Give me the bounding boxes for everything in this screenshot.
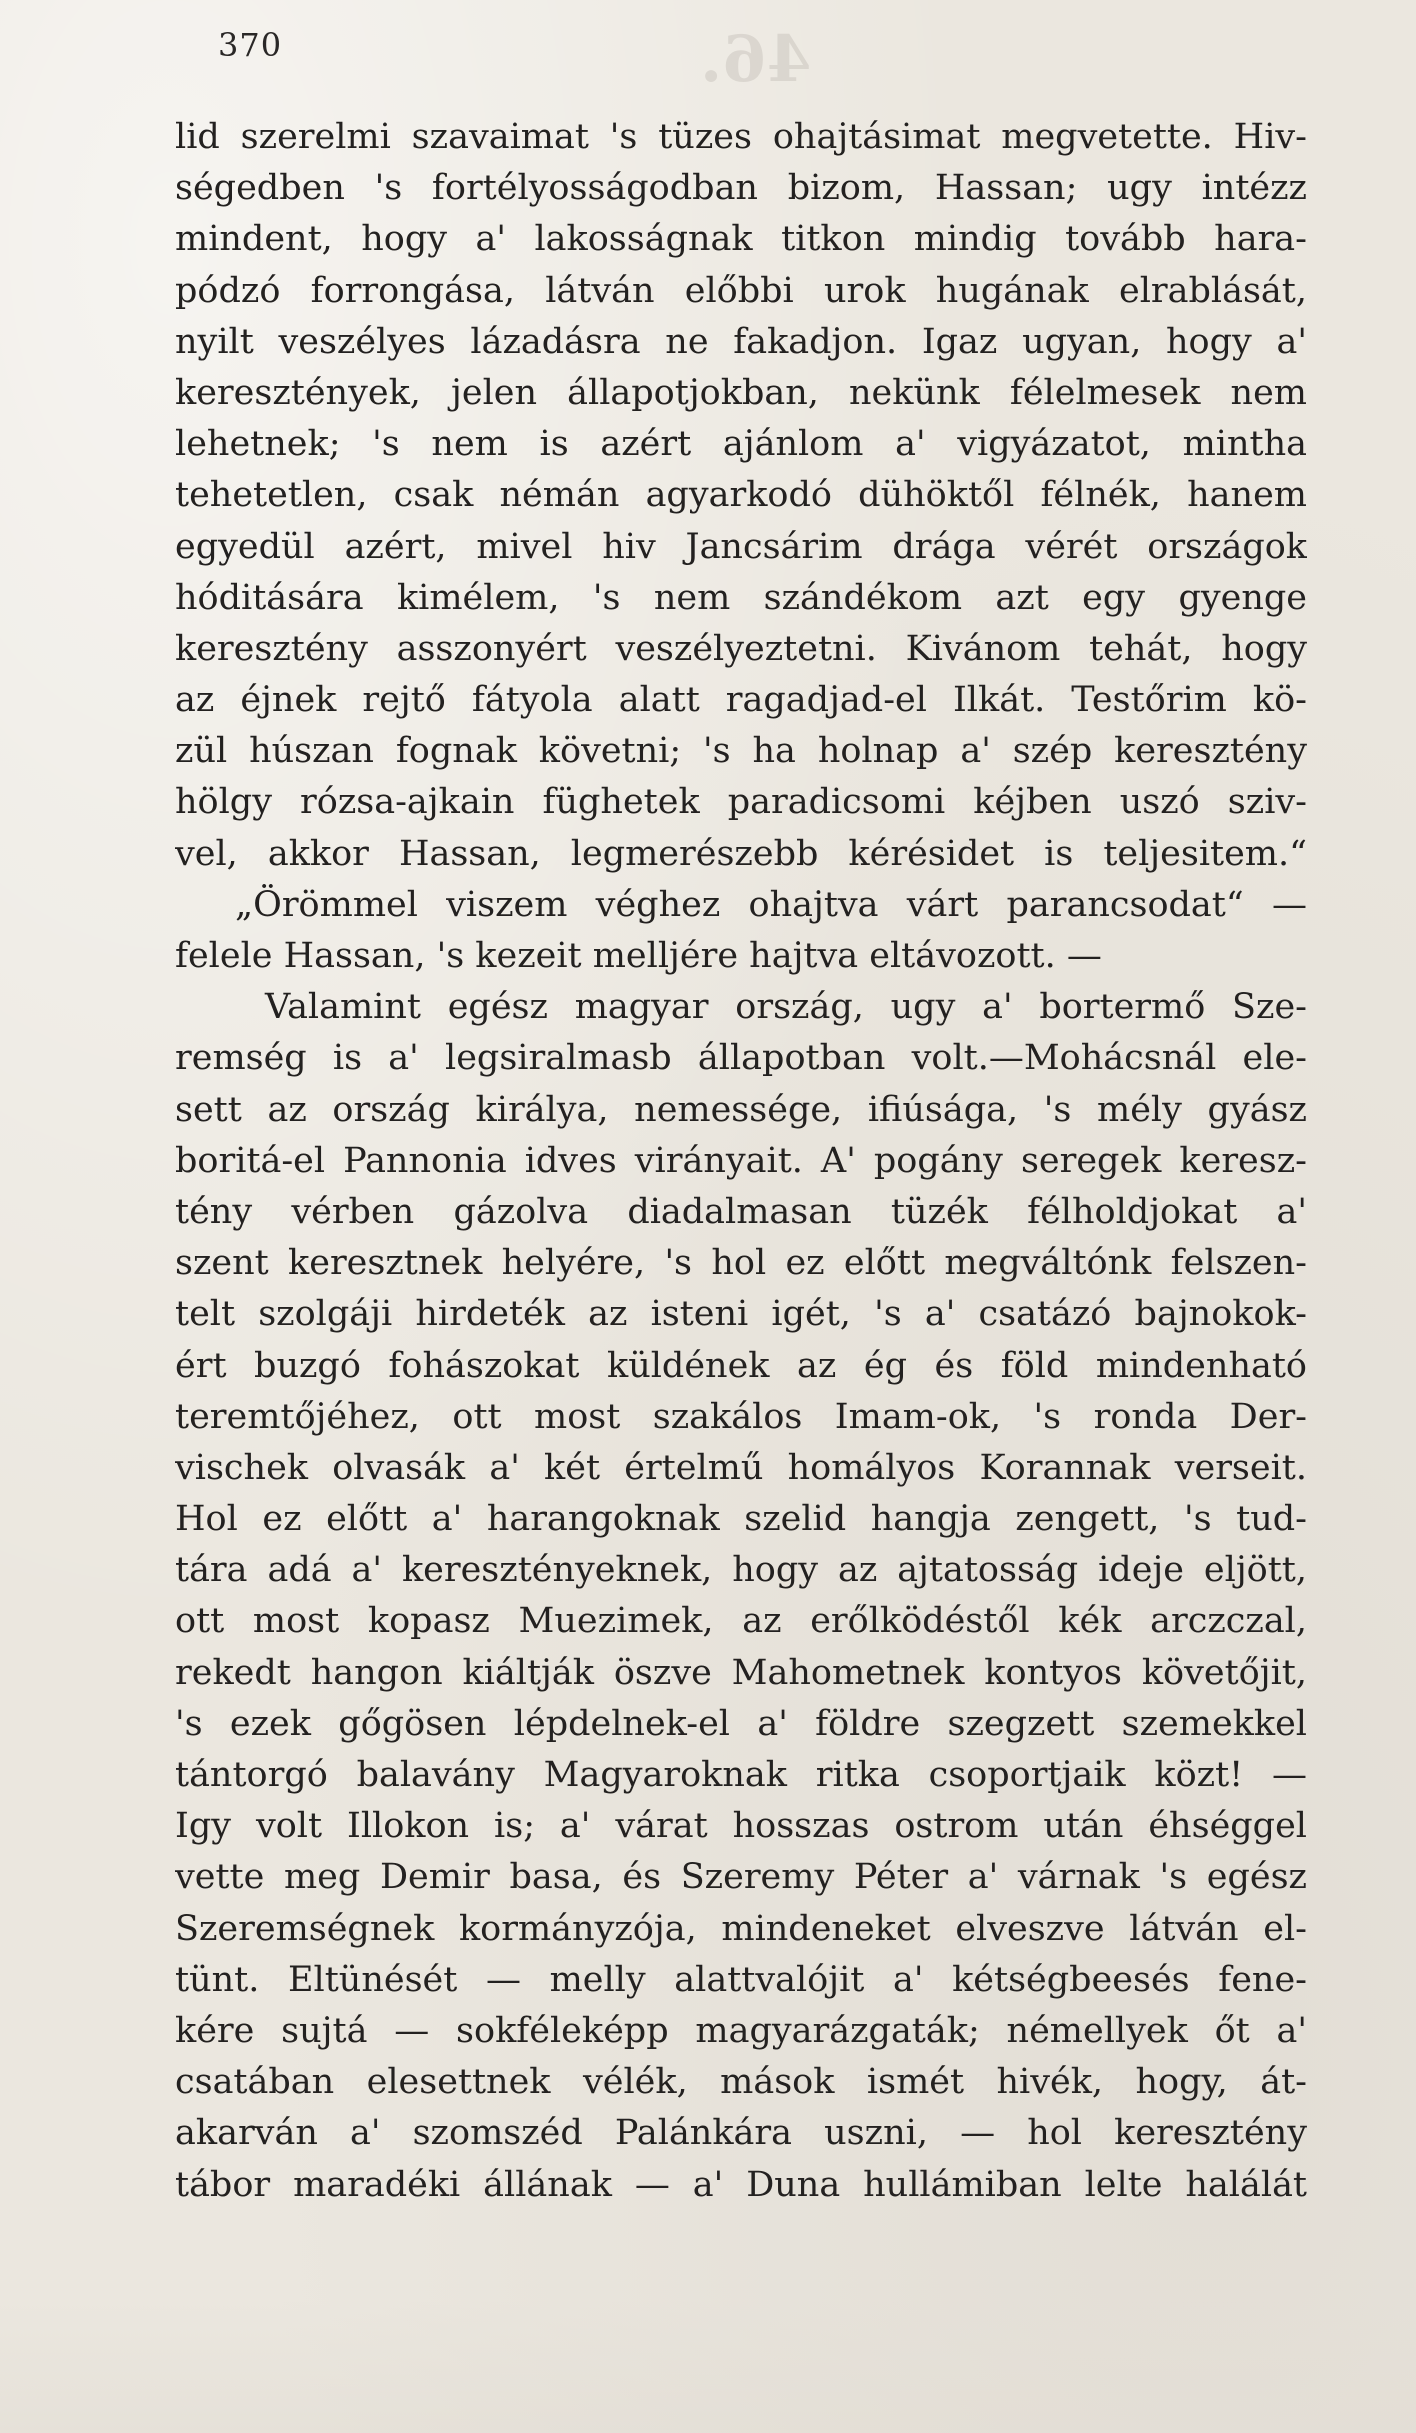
text-line: teremtőjéhez, ott most szakálos Imam-ok, 's ronda Der- — [175, 1396, 1307, 1437]
text-line: Szeremségnek kormányzója, mindeneket elveszve látván el- — [175, 1908, 1307, 1949]
text-line: boritá-el Pannonia idves virányait. A' pogány seregek keresz- — [175, 1140, 1307, 1181]
text-line: ért buzgó fohászokat küldének az ég és föld mindenható — [175, 1345, 1307, 1386]
text-line: hölgy rózsa-ajkain füghetek paradicsomi kéjben uszó sziv- — [175, 782, 1307, 823]
text-line: keresztény asszonyért veszélyeztetni. Kivánom tehát, hogy — [175, 628, 1307, 669]
text-line: tény vérben gázolva diadalmasan tüzék félholdjokat a' — [175, 1191, 1307, 1232]
text-line: tára adá a' keresztényeknek, hogy az ajtatosság ideje eljött, — [175, 1550, 1307, 1591]
text-line: pódzó forrongása, látván előbbi urok hugának elrablását, — [175, 270, 1307, 311]
bleed-through-page-number: 46. — [700, 22, 812, 97]
text-line: keresztények, jelen állapotjokban, nekünk félelmesek nem — [175, 372, 1307, 413]
text-line: Igy volt Illokon is; a' várat hosszas ostrom után éhséggel — [175, 1806, 1307, 1847]
text-line: felele Hassan, 's kezeit melljére hajtva eltávozott. — — [175, 936, 1102, 976]
text-line: sett az ország királya, nemessége, ifiúsága, 's mély gyász — [175, 1089, 1307, 1130]
text-line: csatában elesettnek vélék, mások ismét hivék, hogy, át- — [175, 2062, 1307, 2103]
text-line: szent keresztnek helyére, 's hol ez előtt megváltónk felszen- — [175, 1243, 1307, 1284]
text-line: 's ezek gőgösen lépdelnek-el a' földre szegzett szemekkel — [175, 1703, 1307, 1744]
text-line: mindent, hogy a' lakosságnak titkon mindig tovább hara- — [175, 219, 1307, 260]
text-line: hóditására kimélem, 's nem szándékom azt egy gyenge — [175, 577, 1307, 618]
body-text — [175, 112, 1307, 2211]
text-line: vischek olvasák a' két értelmű homályos Korannak verseit. — [175, 1447, 1307, 1488]
text-line: tántorgó balavány Magyaroknak ritka csoportjaik közt! — — [175, 1755, 1307, 1795]
text-line: Hol ez előtt a' harangoknak szelid hangja zengett, 's tud- — [175, 1499, 1307, 1540]
text-line: vette meg Demir basa, és Szeremy Péter a' várnak 's egész — [175, 1857, 1307, 1898]
text-line: Valamint egész magyar ország, ugy a' bortermő Sze- — [265, 987, 1307, 1028]
text-line: ott most kopasz Muezimek, az erőlködéstől kék arczczal, — [175, 1601, 1307, 1642]
page-bottom-margin — [0, 2300, 1416, 2433]
text-line: lehetnek; 's nem is azért ajánlom a' vigyázatot, mintha — [175, 424, 1307, 465]
text-line: telt szolgáji hirdeték az isteni igét, 's a' csatázó bajnokok- — [175, 1294, 1307, 1335]
text-line: ségedben 's fortélyosságodban bizom, Hassan; ugy intézz — [175, 168, 1307, 209]
text-line: tünt. Eltünését — melly alattvalójit a' kétségbeesés fene- — [175, 1959, 1307, 2000]
text-line: „Örömmel viszem véghez ohajtva várt parancsodat“ — — [235, 884, 1307, 925]
text-line: kére sujtá — sokféleképp magyarázgaták; némellyek őt a' — [175, 2010, 1307, 2051]
text-line: lid szerelmi szavaimat 's tüzes ohajtásimat megvetette. Hiv- — [175, 117, 1307, 157]
text-line: nyilt veszélyes lázadásra ne fakadjon. Igaz ugyan, hogy a' — [175, 321, 1307, 362]
text-line: remség is a' legsiralmasb állapotban volt.—Mohácsnál ele- — [175, 1038, 1307, 1079]
text-line: az éjnek rejtő fátyola alatt ragadjad-el Ilkát. Testőrim kö- — [175, 680, 1307, 721]
text-line: vel, akkor Hassan, legmerészebb kérésidet is teljesitem.“ — [175, 833, 1307, 874]
text-line: tehetetlen, csak némán agyarkodó dühöktől félnék, hanem — [175, 475, 1307, 516]
text-line: tábor maradéki állának — a' Duna hullámiban lelte halálát — [175, 2164, 1307, 2205]
text-line: zül húszan fognak követni; 's ha holnap a' szép keresztény — [175, 731, 1307, 772]
text-line: egyedül azért, mivel hiv Jancsárim drága vérét országok — [175, 526, 1307, 567]
text-line: akarván a' szomszéd Palánkára uszni, — hol keresztény — [175, 2113, 1307, 2154]
page-number: 370 — [218, 26, 283, 64]
text-line: rekedt hangon kiáltják öszve Mahometnek kontyos követőjit, — [175, 1652, 1307, 1693]
